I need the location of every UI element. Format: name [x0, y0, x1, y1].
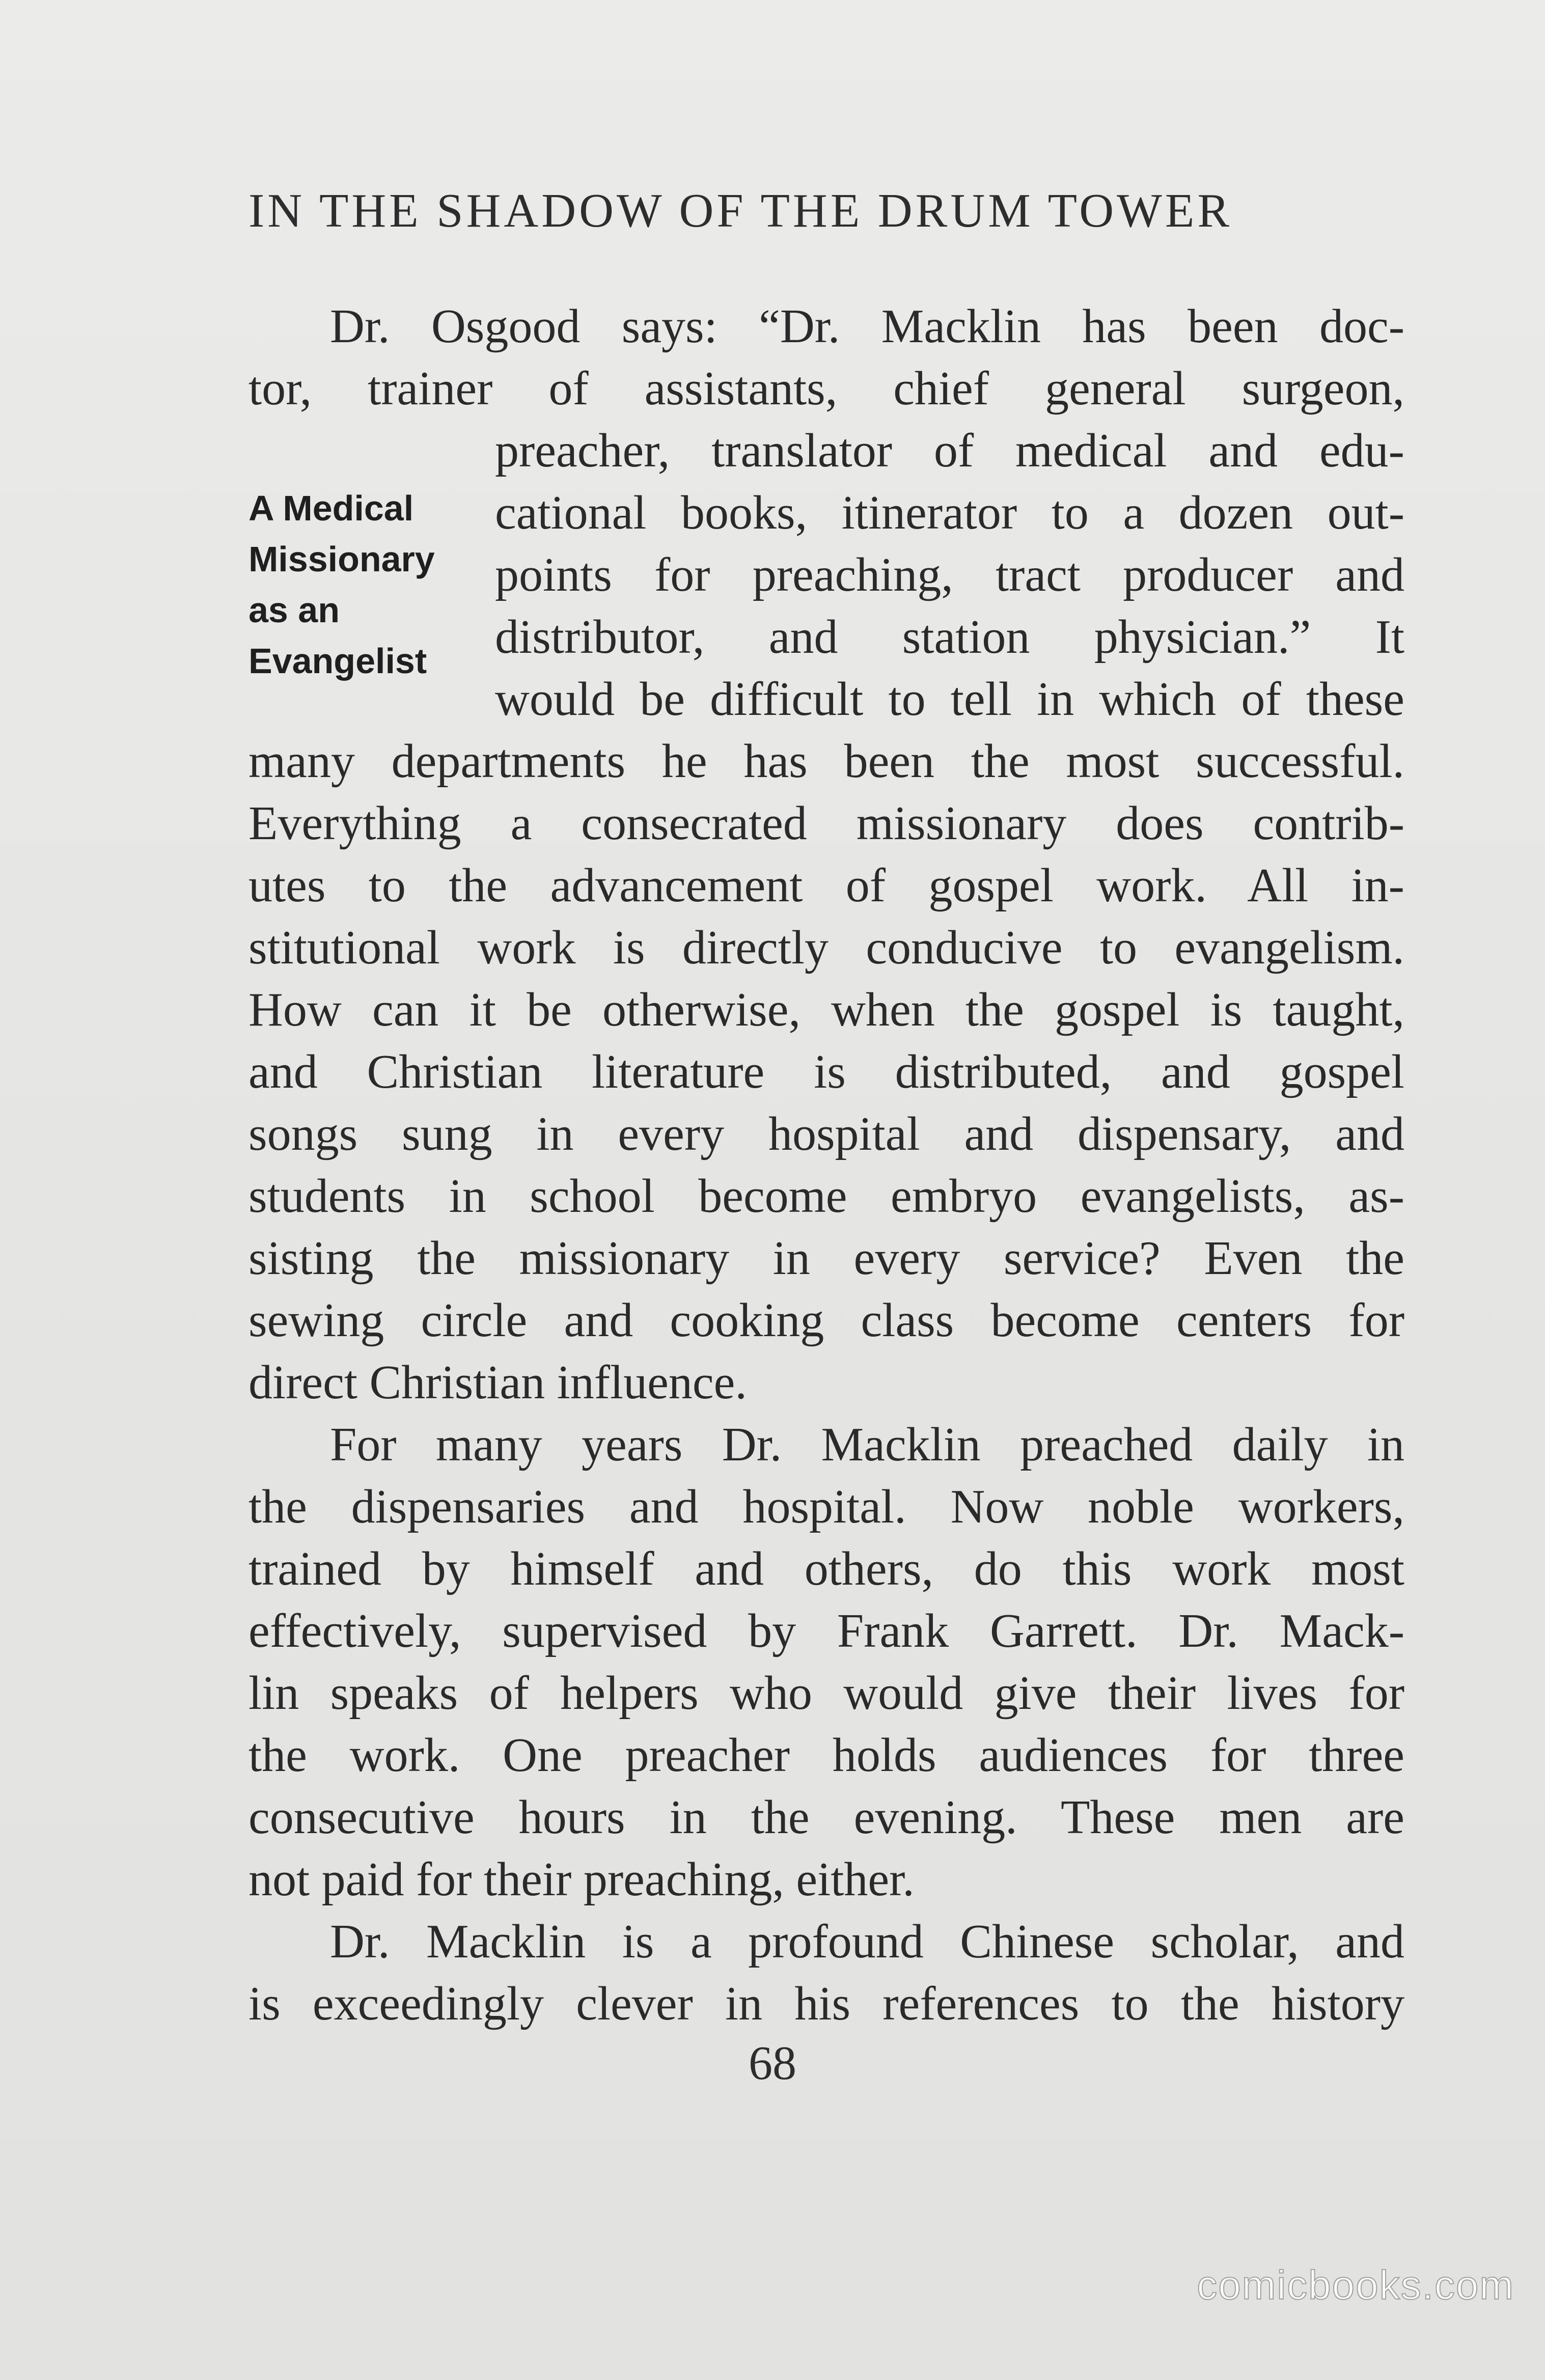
text-line: lin speaks of helpers who would give their lives for — [249, 1667, 1404, 1720]
text-line: Dr. Osgood says: “Dr. Macklin has been doc- — [330, 300, 1404, 353]
text-line: How can it be otherwise, when the gospel is taught, — [249, 983, 1404, 1036]
sidenote-line: Evangelist — [249, 641, 427, 681]
text-line: sewing circle and cooking class become centers for — [249, 1294, 1404, 1347]
sidenote-line: as an — [249, 590, 340, 630]
text-line: and Christian literature is distributed, and gospel — [249, 1045, 1404, 1098]
text-line: sisting the missionary in every service? Even the — [249, 1232, 1404, 1285]
text-line: cational books, itinerator to a dozen out- — [495, 486, 1404, 539]
text-line: the work. One preacher holds audiences for three — [249, 1729, 1404, 1782]
text-line: direct Christian influence. — [249, 1356, 747, 1409]
text-line: is exceedingly clever in his references to the history — [249, 1977, 1404, 2030]
body-text — [249, 295, 1404, 2035]
running-head: IN THE SHADOW OF THE DRUM TOWER — [249, 184, 1233, 237]
text-line: songs sung in every hospital and dispensary, and — [249, 1108, 1404, 1160]
sidenote-line: Missionary — [249, 539, 435, 579]
watermark-logo: comicbooks.com — [1197, 2262, 1514, 2308]
text-line: students in school become embryo evangelists, as- — [249, 1170, 1404, 1223]
page-number: 68 — [749, 2037, 796, 2090]
text-line: trained by himself and others, do this work most — [249, 1542, 1404, 1595]
text-line: Dr. Macklin is a profound Chinese scholar, and — [330, 1915, 1404, 1968]
text-line: consecutive hours in the evening. These men are — [249, 1791, 1404, 1844]
text-line: points for preaching, tract producer and — [495, 548, 1404, 601]
text-line: stitutional work is directly conducive to evangelism. — [249, 921, 1404, 974]
text-line: distributor, and station physician.” It — [495, 611, 1404, 663]
text-line: utes to the advancement of gospel work. All in- — [249, 859, 1404, 912]
text-line: would be difficult to tell in which of these — [495, 673, 1404, 726]
text-line: the dispensaries and hospital. Now noble workers, — [249, 1480, 1404, 1533]
text-line: Everything a consecrated missionary does contrib- — [249, 797, 1404, 850]
sidenote-line: A Medical — [249, 488, 414, 528]
text-line: preacher, translator of medical and edu- — [495, 424, 1404, 477]
text-line: tor, trainer of assistants, chief general surgeon, — [249, 362, 1404, 415]
text-line: many departments he has been the most successful. — [249, 735, 1404, 788]
text-line: effectively, supervised by Frank Garrett. Dr. Mack- — [249, 1604, 1404, 1657]
text-line: For many years Dr. Macklin preached daily in — [330, 1418, 1404, 1471]
text-line: not paid for their preaching, either. — [249, 1853, 915, 1906]
